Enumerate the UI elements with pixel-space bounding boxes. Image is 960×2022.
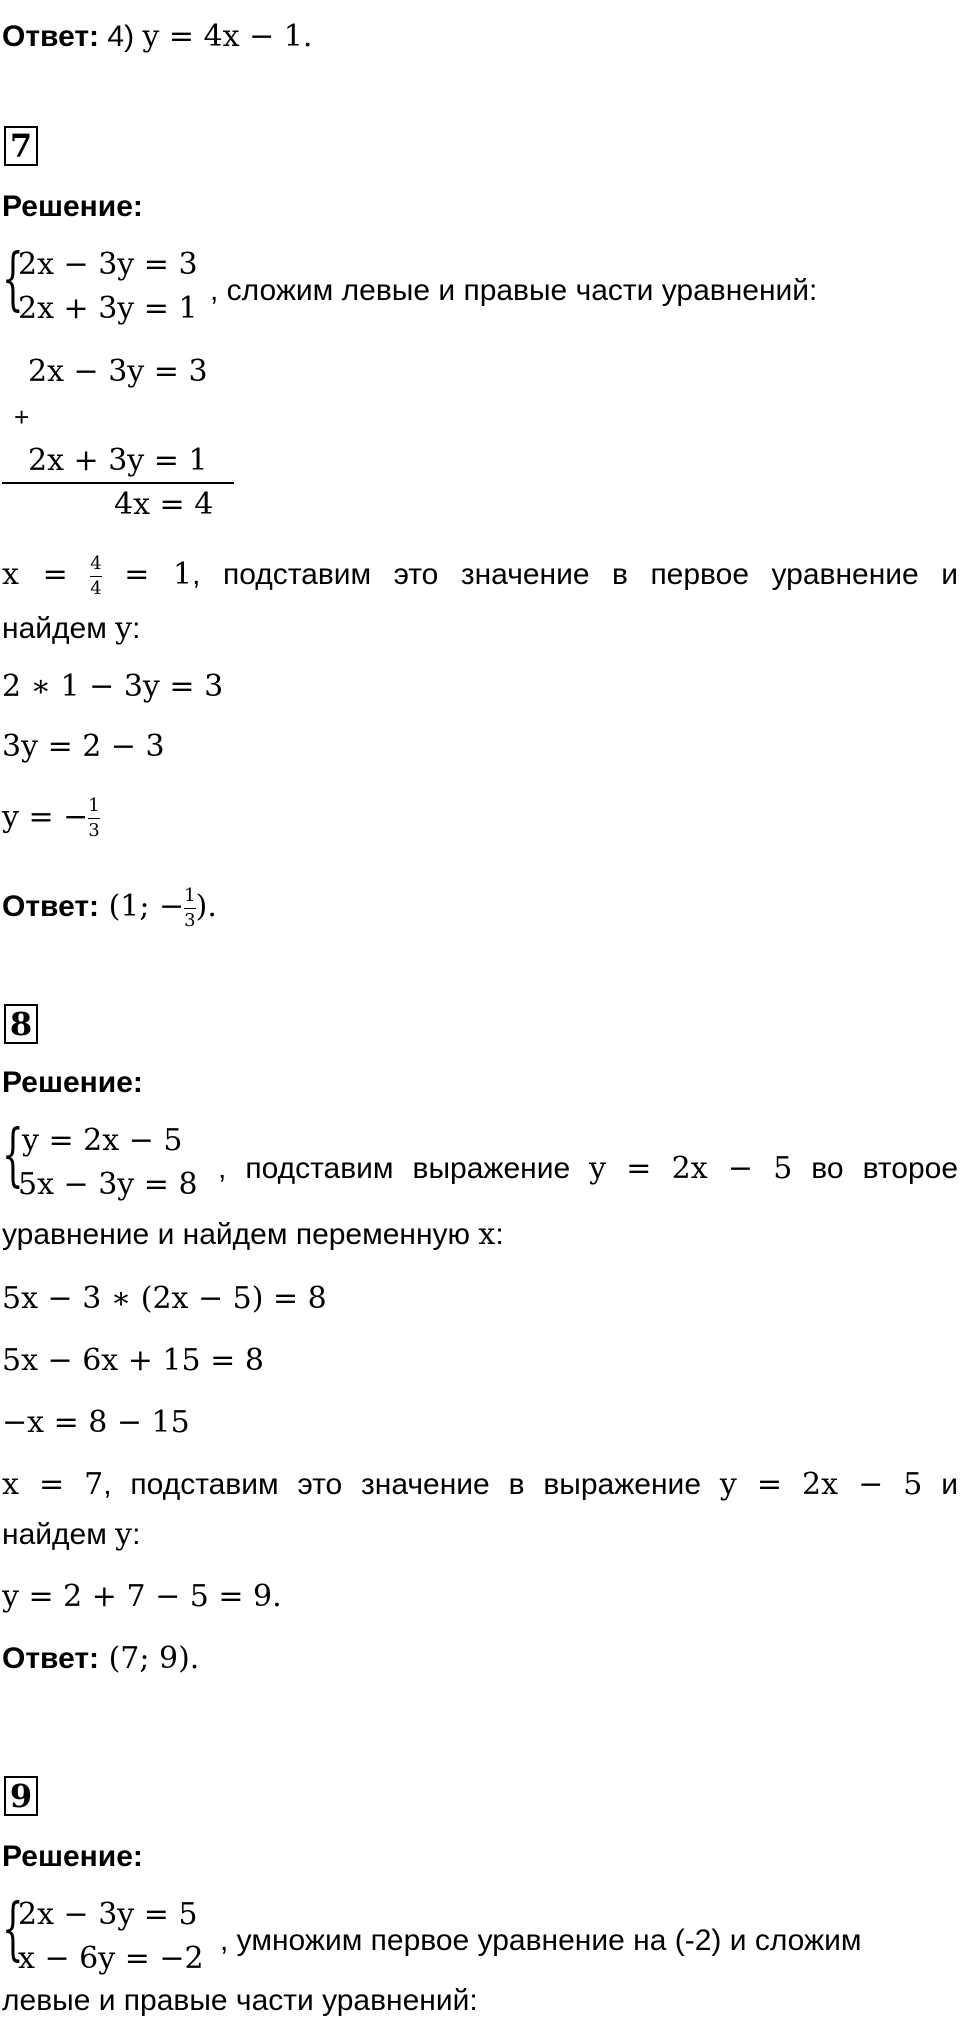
column-7-result: 4x = 4 (114, 487, 214, 522)
p8-line2: уравнение и найдем переменную x: (2, 1217, 504, 1252)
system-9-eq1: 2x − 3y = 5 (18, 1897, 198, 1932)
p7-x-text: , подставим это значение в первое уравнение и (192, 558, 958, 592)
system-9-comment: , умножим первое уравнение на (-2) и сложим (220, 1924, 862, 1957)
problem-number-8: 8 (4, 1004, 38, 1044)
p9-line2: левые и правые части уравнений: (2, 1984, 478, 2017)
p7-eq3: y = − $\frac{1}{3}$ (2, 795, 100, 841)
p8-x-line: x = 7, подставим это значение в выражение y = 2x − 5 и (2, 1467, 958, 1502)
solution-label-9: Решение: (2, 1840, 143, 1873)
column-7-rule (2, 482, 234, 484)
solution-label-8: Решение: (2, 1066, 143, 1099)
system-brace-7: { (2, 240, 24, 319)
p7-x-fraction: $\frac{4}{4}$ (90, 553, 102, 599)
p7-x-post: = 1 (124, 557, 193, 593)
p8-eq4: y = 2 + 7 − 5 = 9. (2, 1579, 282, 1614)
p8-eq1: 5x − 3 ∗ (2x − 5) = 8 (2, 1281, 327, 1316)
system-brace-9: { (2, 1890, 24, 1969)
p7-eq3-fraction: $\frac{1}{3}$ (88, 795, 100, 841)
answer-option: 4) (99, 20, 143, 53)
system-7-eq1: 2x − 3y = 3 (18, 247, 198, 282)
p7-answer-fraction: $\frac{1}{3}$ (184, 885, 196, 931)
p8-eq3: −x = 8 − 15 (2, 1405, 190, 1440)
p7-eq1: 2 ∗ 1 − 3y = 3 (2, 669, 224, 704)
p8-eq2: 5x − 6x + 15 = 8 (2, 1343, 264, 1378)
p7-x-line (2, 554, 958, 599)
system-8-eq2: 5x − 3y = 8 (18, 1167, 198, 1202)
p8-answer: Ответ: (7; 9). (2, 1641, 200, 1676)
system-9-eq2: x − 6y = −2 (18, 1941, 204, 1976)
top-answer-line (2, 19, 313, 54)
system-8-eq1: y = 2x − 5 (22, 1123, 183, 1158)
p7-find-line: найдем y: (2, 611, 141, 646)
system-8-comment: , подставим выражение y = 2x − 5 во второе (218, 1151, 959, 1186)
answer-label: Ответ: (2, 20, 100, 53)
problem-number-7: 7 (4, 126, 38, 166)
system-7-comment: , сложим левые и правые части уравнений: (210, 274, 818, 307)
answer-math: y = 4x − 1. (142, 19, 313, 54)
system-brace-8: { (2, 1116, 24, 1195)
column-7-plus: + (14, 402, 30, 432)
p7-answer: Ответ: (1; − $\frac{1}{3}$ ). (2, 885, 217, 931)
system-7-eq2: 2x + 3y = 1 (18, 291, 198, 326)
column-7-eq1: 2x − 3y = 3 (28, 354, 208, 389)
solution-label-7: Решение: (2, 190, 143, 223)
p7-x-pre: x = (2, 557, 68, 593)
problem-number-9: 9 (4, 1776, 38, 1816)
p8-find-line: найдем y: (2, 1517, 141, 1552)
p7-eq2: 3y = 2 − 3 (2, 729, 165, 764)
column-7-eq2: 2x + 3y = 1 (28, 443, 208, 478)
